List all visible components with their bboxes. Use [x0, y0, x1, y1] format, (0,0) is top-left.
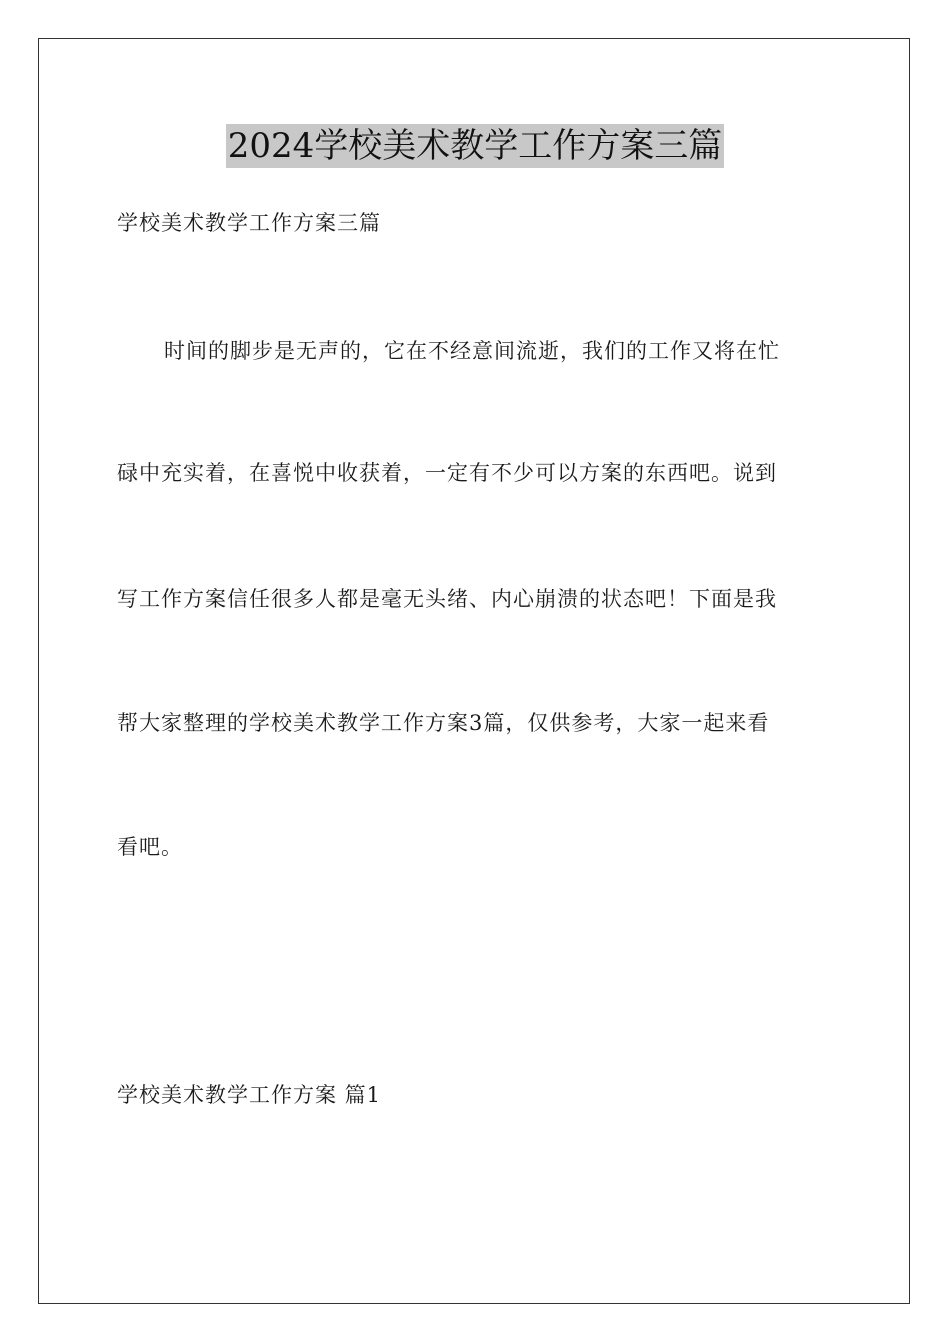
document-title: 2024学校美术教学工作方案三篇 [227, 126, 723, 166]
document-subtitle: 学校美术教学工作方案三篇 [117, 211, 381, 235]
intro-line: 帮大家整理的学校美术教学工作方案3篇，仅供参考，大家一起来看 [117, 711, 770, 735]
intro-line: 看吧。 [117, 835, 183, 859]
intro-line: 写工作方案信任很多人都是毫无头绪、内心崩溃的状态吧！下面是我 [117, 587, 777, 611]
intro-line: 时间的脚步是无声的，它在不经意间流逝，我们的工作又将在忙 [164, 339, 780, 363]
section-heading: 学校美术教学工作方案 篇1 [117, 1083, 382, 1107]
title-container [0, 124, 950, 168]
intro-line: 碌中充实着，在喜悦中收获着，一定有不少可以方案的东西吧。说到 [117, 461, 777, 485]
